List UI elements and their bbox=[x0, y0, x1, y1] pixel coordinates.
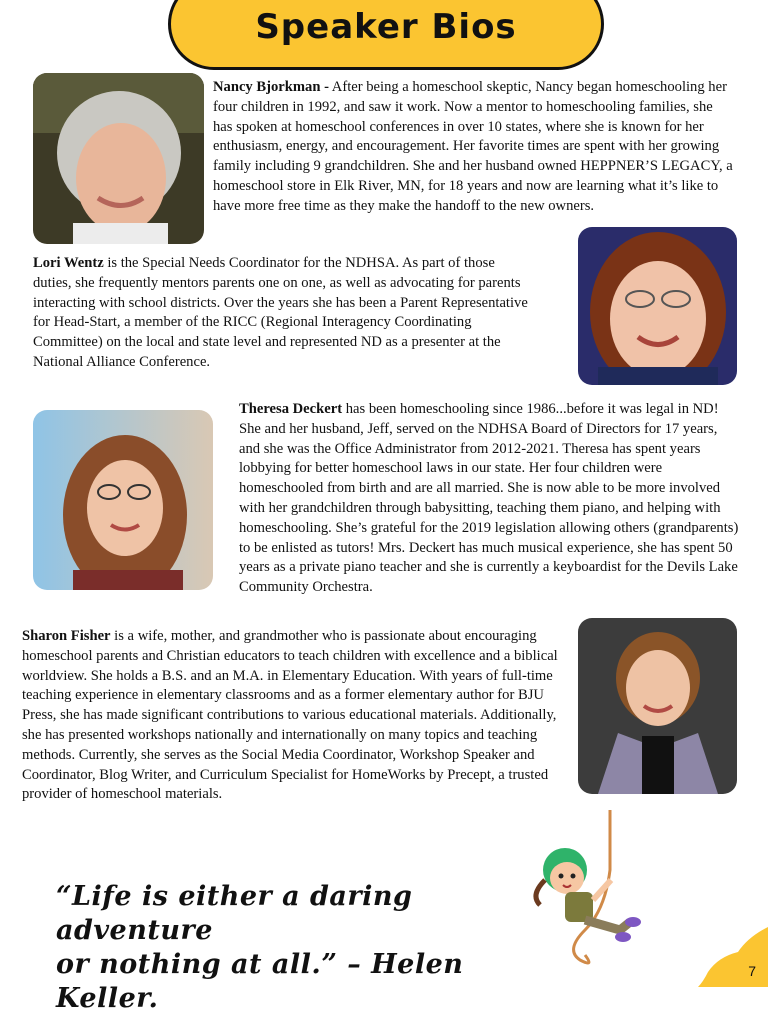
corner-decoration bbox=[698, 927, 768, 987]
quote bbox=[56, 880, 516, 1016]
theresa-photo bbox=[33, 410, 213, 590]
bio-name: Lori Wentz bbox=[33, 255, 104, 271]
quote-line-2: or nothing at all.” – Helen Keller. bbox=[56, 949, 464, 1014]
bio-sharon bbox=[22, 627, 577, 805]
bio-name: Theresa Deckert bbox=[239, 401, 343, 417]
climber-illustration bbox=[525, 810, 655, 970]
bio-theresa bbox=[239, 400, 739, 598]
bio-name: Sharon Fisher bbox=[22, 628, 111, 644]
bio-text: After being a homeschool skeptic, Nancy began homeschooling her four children in 1992, and saw it work. Now a mentor to homeschooling families, she has spoken at homeschool conferences in over 10 states, where she is known for her enthusiasm, energy, and encouragement. Her favorite times are spent with her growing family including 9 grandchildren. She and her husband owned HEPPNER’S LEGACY, a homeschool store in Elk River, MN, for 18 years and now are learning what it’s like to have more free time as they make the handoff to the new owners. bbox=[213, 79, 733, 214]
bio-nancy bbox=[213, 78, 735, 217]
nancy-photo bbox=[33, 73, 204, 244]
bio-text: is the Special Needs Coordinator for the NDHSA. As part of those duties, she frequently mentors parents one on one, as well as advocating for parents interacting with school districts. Over the years she has been a Parent Representative for Head-Start, a member of the RICC (Regional Interagency Coordinating Committee) on the local and state level and represented ND as a presenter at the National Alliance Conference. bbox=[33, 255, 528, 370]
bio-name: Nancy Bjorkman - bbox=[213, 79, 329, 95]
bio-text: has been homeschooling since 1986...before it was legal in ND! She and her husband, Jeff, served on the NDHSA Board of Directors for 17 years, and she was the Office Administrator from 2012-2021. Theresa has spent years lobbying for better homeschool laws in our state. Her four children were homeschooled from birth and are all married. She is now able to be more involved with her grandchildren through babysitting, teaching them piano, and helping with homeschooling. She’s grateful for the 2019 legislation allowing others (grandparents) to be enlisted as tutors! Mrs. Deckert has much musical experience, she has spent 50 years as a private piano teacher and she is currently a keyboardist for the Devils Lake Community Orchestra. bbox=[239, 401, 739, 596]
bio-text: is a wife, mother, and grandmother who is passionate about encouraging homeschool parents and Christian educators to teach children with excellence and a biblical worldview. She holds a B.S. and an M.A. in Elementary Education. With years of full-time teaching experience in elementary classrooms and as a former elementary author for BJU Press, she has made significant contributions to various educational materials. Additionally, she has presented workshops nationally and internationally on many topics and teaching methods. Currently, she serves as the Social Media Coordinator, Workshop Speaker and Coordinator, Blog Writer, and Curriculum Specialist for HomeWorks by Precept, a trusted provider of homeschool materials. bbox=[22, 628, 558, 803]
page-number: 7 bbox=[748, 963, 756, 979]
quote-line-1: “Life is either a daring adventure bbox=[56, 881, 413, 946]
bio-lori bbox=[33, 254, 533, 373]
lori-photo bbox=[578, 227, 737, 385]
page-title: Speaker Bios bbox=[255, 7, 517, 47]
header-banner bbox=[168, 0, 604, 70]
sharon-photo bbox=[578, 618, 737, 794]
